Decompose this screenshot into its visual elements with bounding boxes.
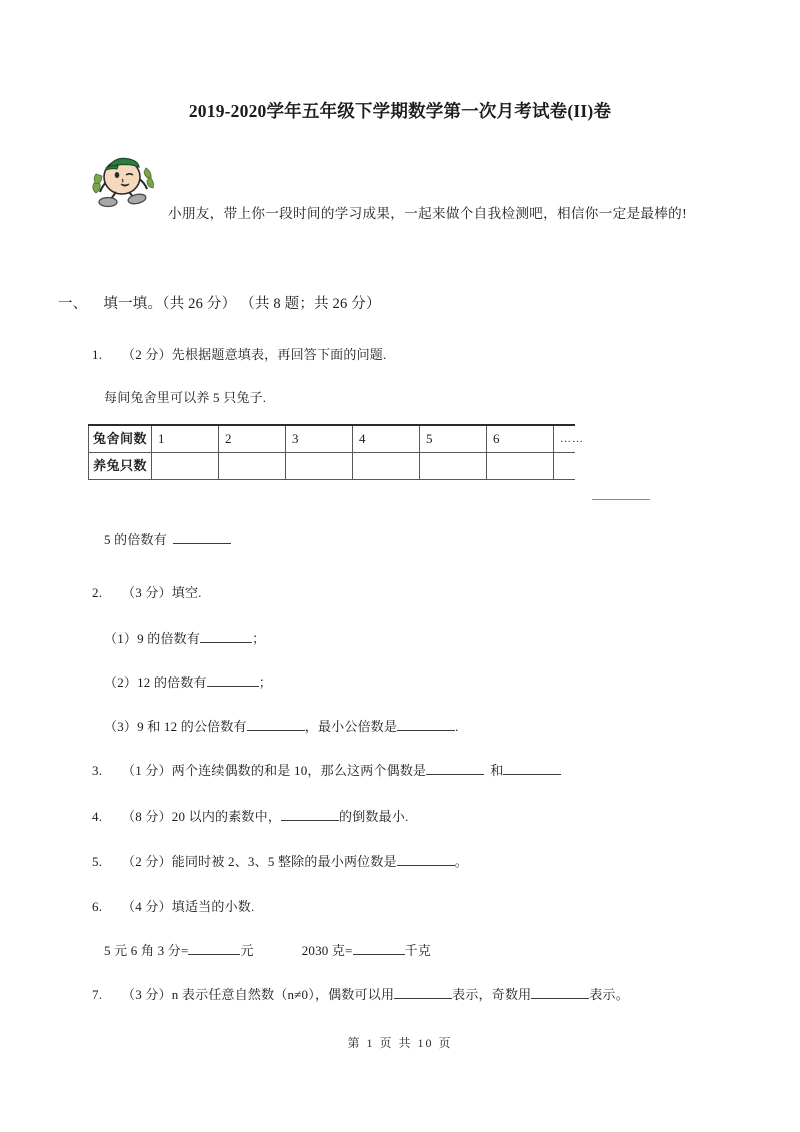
- question-7-text-a: n 表示任意自然数（n≠0），偶数可以用: [171, 987, 395, 1002]
- question-6-text: 填适当的小数.: [171, 899, 255, 914]
- answer-blank[interactable]: [531, 986, 589, 999]
- answer-blank[interactable]: [426, 762, 484, 775]
- table-row: [89, 425, 576, 453]
- page-footer: 第 1 页 共 10 页: [347, 1036, 453, 1050]
- section-heading: [58, 292, 381, 313]
- question-1-text: 先根据题意填表，再回答下面的问题.: [171, 347, 387, 362]
- question-2-sub-1-label: （1）9 的倍数有: [104, 631, 201, 646]
- question-5-number: 5.: [92, 854, 103, 869]
- question-4-number: 4.: [92, 809, 103, 824]
- table-cell-blank[interactable]: [554, 453, 576, 480]
- answer-blank[interactable]: [397, 718, 455, 731]
- rabbit-hutch-table: [88, 424, 584, 476]
- question-2-sub-2-label: （2）12 的倍数有: [104, 675, 207, 690]
- table-cell-ellipsis: ……: [554, 425, 576, 453]
- answer-blank[interactable]: [200, 630, 252, 643]
- question-7-number: 7.: [92, 987, 103, 1002]
- question-5-text-b: 。: [454, 854, 468, 869]
- question-2-sub-2-tail: ；: [258, 675, 272, 690]
- question-1: [92, 344, 386, 363]
- question-3-number: 3.: [92, 763, 103, 778]
- answer-blank[interactable]: [397, 853, 455, 866]
- table-cell: 4: [353, 425, 420, 453]
- table-cell-blank[interactable]: [219, 453, 286, 480]
- question-3: [92, 760, 561, 779]
- table-row: [89, 453, 576, 480]
- question-2-sub-3-label: （3）9 和 12 的公倍数有: [104, 719, 247, 734]
- question-1-score: （2 分）: [122, 347, 172, 362]
- question-6: [92, 896, 254, 915]
- stray-rule-artifact: [592, 499, 650, 500]
- intro-paragraph: 小朋友，带上你一段时间的学习成果，一起来做个自我检测吧，相信你一定是最棒的!: [168, 206, 687, 221]
- table-cell: 1: [152, 425, 219, 453]
- question-2-number: 2.: [92, 585, 103, 600]
- table-cell-blank[interactable]: [353, 453, 420, 480]
- question-7-text-b: 表示，奇数用: [452, 987, 532, 1002]
- question-1-after-table: [104, 529, 231, 548]
- question-1-after-table-label: 5 的倍数有: [104, 532, 167, 547]
- question-4-text-b: 的倒数最小.: [339, 809, 409, 824]
- question-1-line2: 每间兔舍里可以养 5 只兔子.: [104, 390, 267, 405]
- question-2-sub-3-tail: .: [455, 719, 459, 734]
- question-7-text-c: 表示。: [589, 987, 629, 1002]
- question-4-text-a: 20 以内的素数中，: [171, 809, 282, 824]
- answer-blank[interactable]: [188, 942, 240, 955]
- section-number: 一、: [58, 296, 88, 312]
- question-7-score: （3 分）: [122, 987, 172, 1002]
- question-6-line2-b: 元: [240, 943, 254, 958]
- answer-blank[interactable]: [503, 762, 561, 775]
- question-2-sub-3-mid: ，最小公倍数是: [304, 719, 398, 734]
- question-6-score: （4 分）: [122, 899, 172, 914]
- question-6-line2: [104, 940, 431, 959]
- question-7: [92, 984, 629, 1003]
- answer-blank[interactable]: [207, 674, 259, 687]
- table-row-header-rabbit-count: 养兔只数: [89, 453, 152, 480]
- question-2-text: 填空.: [171, 585, 202, 600]
- question-6-number: 6.: [92, 899, 103, 914]
- question-3-text-b: 和: [490, 763, 504, 778]
- question-5: [92, 851, 468, 870]
- question-2: [92, 582, 202, 601]
- question-6-line2-d: 千克: [404, 943, 432, 958]
- table-row-header-hutch-count: 兔舍间数: [89, 425, 152, 453]
- question-2-sub-1-tail: ；: [252, 631, 266, 646]
- table-cell-blank[interactable]: [487, 453, 554, 480]
- answer-blank[interactable]: [173, 531, 231, 544]
- answer-blank[interactable]: [247, 718, 305, 731]
- table-cell: 6: [487, 425, 554, 453]
- question-2-sub-2: [104, 672, 272, 691]
- question-5-score: （2 分）: [122, 854, 172, 869]
- table-cell: 5: [420, 425, 487, 453]
- question-1-number: 1.: [92, 347, 103, 362]
- table-cell-blank[interactable]: [286, 453, 353, 480]
- table-cell: 3: [286, 425, 353, 453]
- answer-blank[interactable]: [281, 808, 339, 821]
- answer-blank[interactable]: [394, 986, 452, 999]
- question-3-text-a: 两个连续偶数的和是 10，那么这两个偶数是: [171, 763, 427, 778]
- question-2-score: （3 分）: [122, 585, 172, 600]
- question-4-score: （8 分）: [122, 809, 172, 824]
- table-cell-blank[interactable]: [420, 453, 487, 480]
- question-6-line2-c: 2030 克=: [301, 943, 353, 958]
- question-5-text-a: 能同时被 2、3、5 整除的最小两位数是: [171, 854, 397, 869]
- question-6-line2-a: 5 元 6 角 3 分=: [104, 943, 189, 958]
- answer-blank[interactable]: [353, 942, 405, 955]
- table-cell: 2: [219, 425, 286, 453]
- page-title: 2019-2020学年五年级下学期数学第一次月考试卷(II)卷: [188, 101, 612, 121]
- section-label: 填一填。（共 26 分） （共 8 题；共 26 分）: [103, 296, 381, 312]
- question-3-score: （1 分）: [122, 763, 172, 778]
- question-2-sub-3: [104, 716, 459, 735]
- question-2-sub-1: [104, 628, 265, 647]
- table-cell-blank[interactable]: [152, 453, 219, 480]
- question-4: [92, 806, 408, 825]
